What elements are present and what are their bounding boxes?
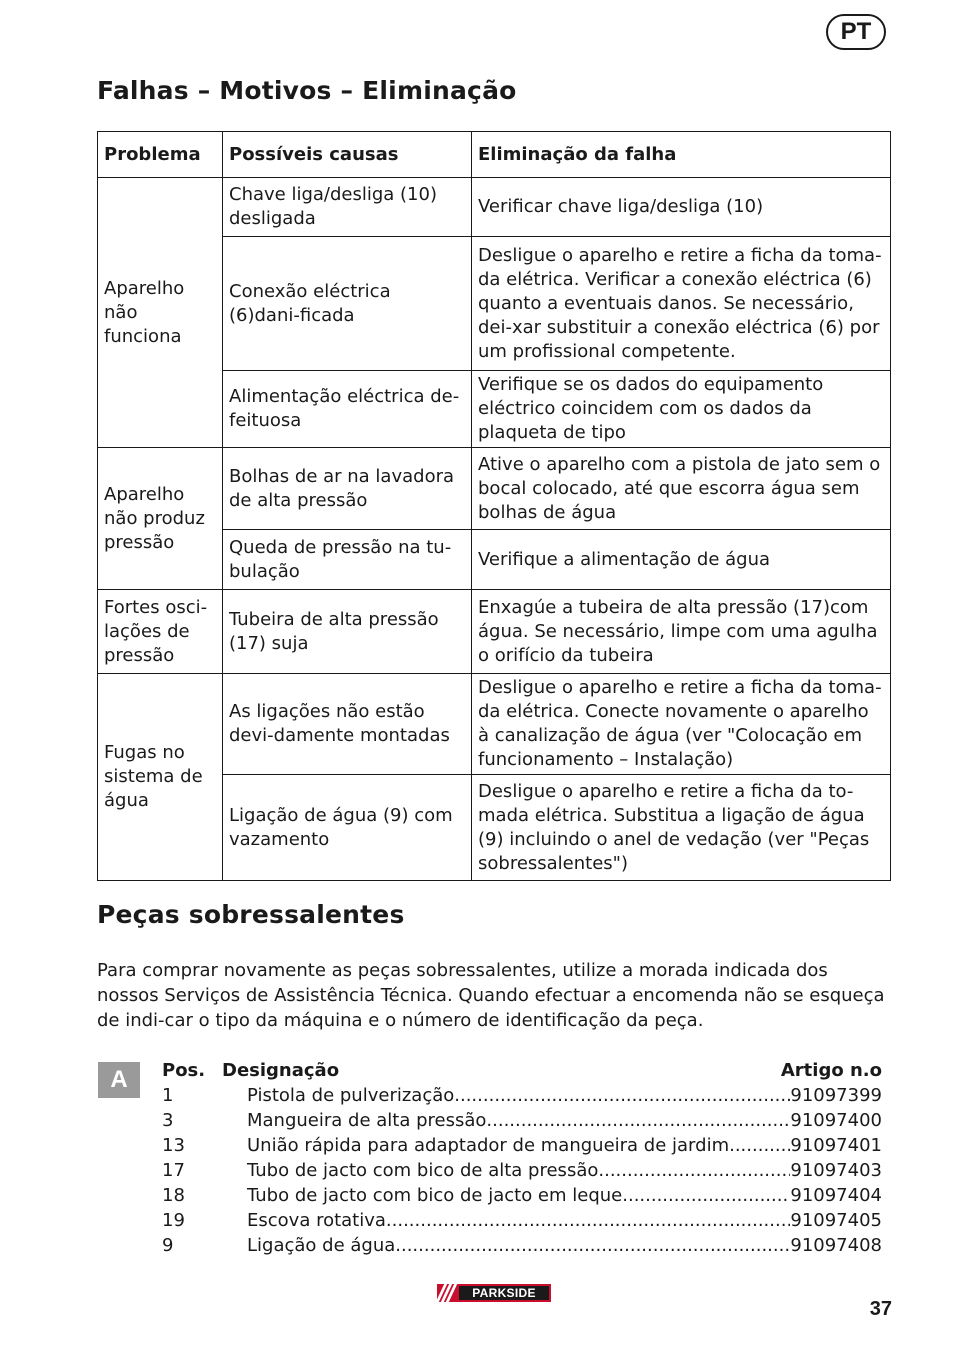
part-article: 91097400 <box>790 1110 882 1131</box>
part-pos: 18 <box>162 1185 185 1206</box>
logo-stripes-icon <box>437 1284 459 1302</box>
table-row <box>98 448 891 530</box>
leader-dots <box>486 1108 790 1133</box>
part-pos: 13 <box>162 1135 185 1156</box>
problem-cell: Aparelho não funciona <box>98 178 223 448</box>
list-item <box>162 1208 882 1233</box>
part-article: 91097401 <box>790 1135 882 1156</box>
fix-cell: Ative o aparelho com a pistola de jato sem o bocal colocado, até que escorra água sem bolhas de água <box>472 448 891 530</box>
part-name: Mangueira de alta pressão <box>247 1110 487 1131</box>
problem-cell: Aparelho não produz pressão <box>98 448 223 590</box>
col-causes: Possíveis causas <box>223 132 472 178</box>
table-row <box>98 178 891 237</box>
part-pos: 17 <box>162 1160 185 1181</box>
part-article: 91097399 <box>790 1085 882 1106</box>
cause-cell: Chave liga/desliga (10) desligada <box>223 178 472 237</box>
language-badge: PT <box>826 14 886 50</box>
table-header-row <box>98 132 891 178</box>
cause-cell: Alimentação eléctrica de-feituosa <box>223 371 472 448</box>
table-row <box>98 674 891 775</box>
part-name: Tubo de jacto com bico de alta pressão <box>247 1160 599 1181</box>
list-item <box>162 1233 882 1258</box>
cause-cell: As ligações não estão devi-damente montadas <box>223 674 472 775</box>
part-article: 91097404 <box>790 1185 882 1206</box>
fix-cell: Desligue o aparelho e retire a ficha da toma-da elétrica. Conecte novamente o aparelho à canalização de água (ver "Colocação em funcionamento – Instalação) <box>472 674 891 775</box>
parkside-logo <box>437 1284 551 1302</box>
leader-dots <box>729 1133 790 1158</box>
col-fix: Eliminação da falha <box>472 132 891 178</box>
fix-cell: Desligue o aparelho e retire a ficha da to-mada elétrica. Substitua a ligação de água (9) incluindo o anel de vedação (ver "Peças sobressalentes") <box>472 775 891 881</box>
leader-dots <box>395 1233 790 1258</box>
fix-cell: Verifique a alimentação de água <box>472 530 891 590</box>
part-article: 91097408 <box>790 1235 882 1256</box>
fix-cell: Enxagúe a tubeira de alta pressão (17)com água. Se necessário, limpe com uma agulha o orifício da tubeira <box>472 590 891 674</box>
part-article: 91097405 <box>790 1210 882 1231</box>
leader-dots <box>622 1183 790 1208</box>
troubleshooting-table <box>97 131 891 881</box>
part-name: União rápida para adaptador de mangueira de jardim <box>247 1135 730 1156</box>
col-problem: Problema <box>98 132 223 178</box>
list-item <box>162 1108 882 1133</box>
cause-cell: Ligação de água (9) com vazamento <box>223 775 472 881</box>
figure-a-badge: A <box>98 1062 140 1098</box>
leader-dots <box>598 1158 790 1183</box>
table-row <box>98 590 891 674</box>
fix-cell: Desligue o aparelho e retire a ficha da toma-da elétrica. Verificar a conexão eléctrica (6) quanto a eventuais danos. Se necessário, dei-xar substituir a conexão eléctrica (6) por um profissional competente. <box>472 237 891 371</box>
leader-dots <box>386 1208 790 1233</box>
cause-cell: Bolhas de ar na lavadora de alta pressão <box>223 448 472 530</box>
parts-col-designation: Designação <box>222 1060 340 1081</box>
fix-cell: Verificar chave liga/desliga (10) <box>472 178 891 237</box>
logo-wordmark: PARKSIDE <box>459 1286 549 1300</box>
spare-parts-list <box>162 1058 882 1258</box>
troubleshooting-title: Falhas – Motivos – Eliminação <box>97 76 517 105</box>
cause-cell: Conexão eléctrica (6)dani-ficada <box>223 237 472 371</box>
list-item <box>162 1083 882 1108</box>
part-pos: 19 <box>162 1210 185 1231</box>
list-item <box>162 1158 882 1183</box>
part-name: Pistola de pulverização <box>247 1085 455 1106</box>
parts-col-article: Artigo n.o <box>780 1060 882 1081</box>
spare-parts-title: Peças sobressalentes <box>97 900 405 929</box>
cause-cell: Queda de pressão na tu-bulação <box>223 530 472 590</box>
part-name: Escova rotativa <box>247 1210 386 1231</box>
part-pos: 3 <box>162 1110 174 1131</box>
problem-cell: Fortes osci-lações de pressão <box>98 590 223 674</box>
list-item <box>162 1133 882 1158</box>
part-article: 91097403 <box>790 1160 882 1181</box>
part-name: Ligação de água <box>247 1235 396 1256</box>
parts-header-row <box>162 1058 882 1083</box>
leader-dots <box>454 1083 790 1108</box>
list-item <box>162 1183 882 1208</box>
cause-cell: Tubeira de alta pressão (17) suja <box>223 590 472 674</box>
part-pos: 1 <box>162 1085 174 1106</box>
page-number: 37 <box>869 1298 892 1320</box>
part-name: Tubo de jacto com bico de jacto em leque <box>247 1185 623 1206</box>
part-pos: 9 <box>162 1235 174 1256</box>
fix-cell: Verifique se os dados do equipamento eléctrico coincidem com os dados da plaqueta de tipo <box>472 371 891 448</box>
parts-col-pos: Pos. <box>162 1060 206 1081</box>
spare-parts-intro: Para comprar novamente as peças sobressalentes, utilize a morada indicada dos nossos Serviços de Assistência Técnica. Quando efectuar a encomenda não se esqueça de indi-car o tipo da máquina e o número de identificação da peça. <box>97 960 885 1031</box>
problem-cell: Fugas no sistema de água <box>98 674 223 881</box>
